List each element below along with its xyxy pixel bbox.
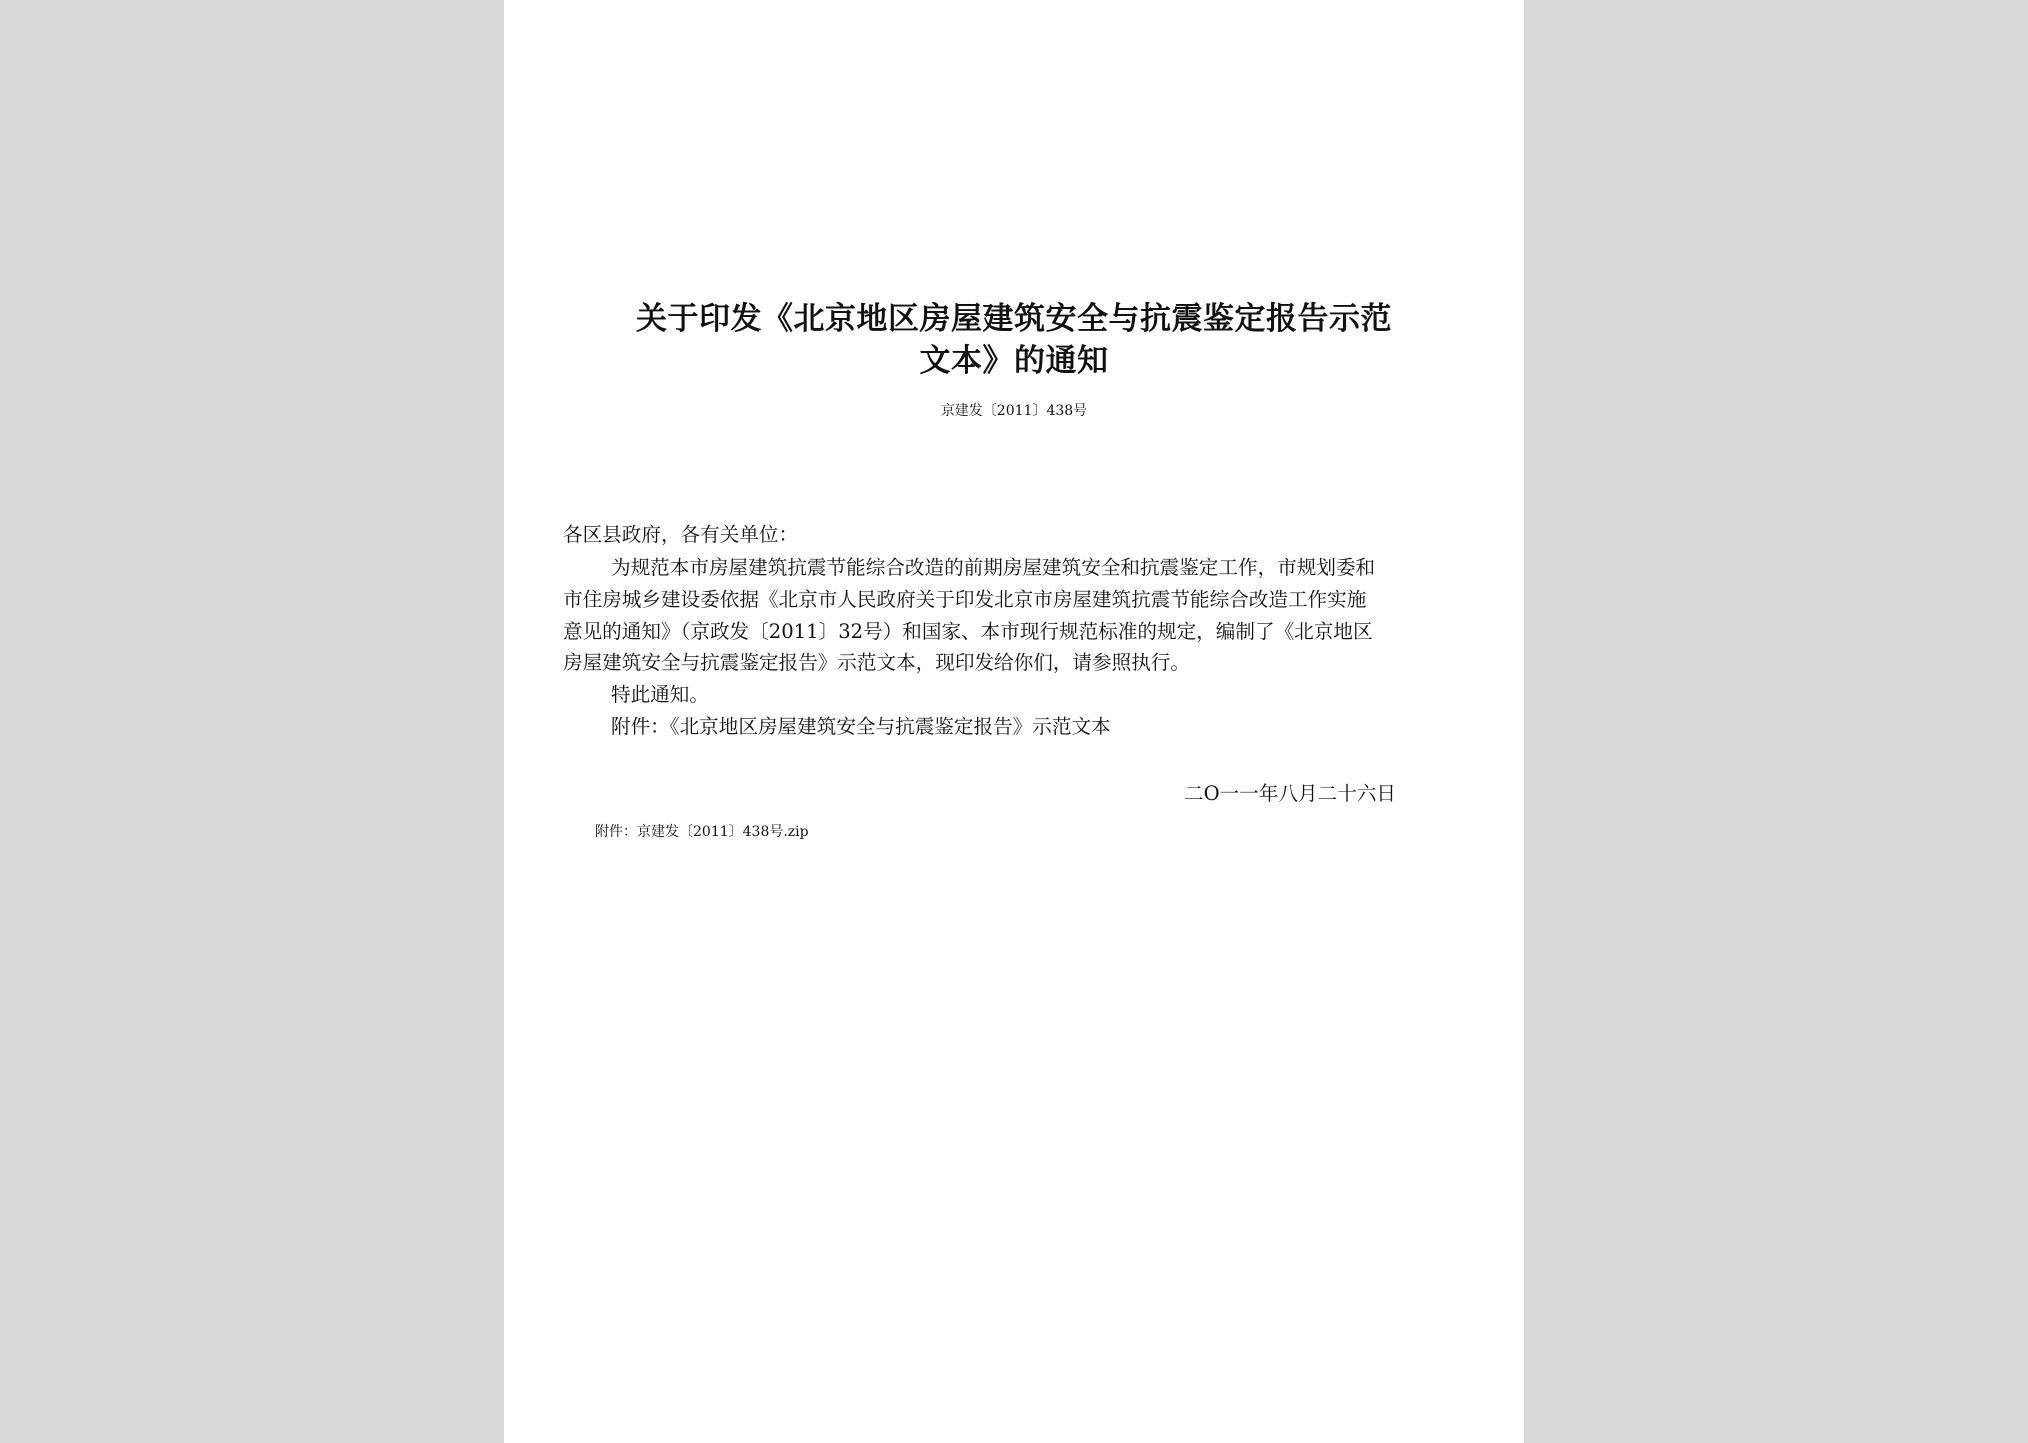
body-line-2: 市住房城乡建设委依据《北京市人民政府关于印发北京市房屋建筑抗震节能综合改造工作实施	[563, 588, 1367, 611]
attachment-row	[595, 821, 809, 841]
body-line-3: 意见的通知》（京政发〔2011〕32号）和国家、本市现行规范标准的规定，编制了《北京地区	[563, 620, 1373, 643]
document-title-line-1: 关于印发《北京地区房屋建筑安全与抗震鉴定报告示范	[636, 301, 1392, 337]
document-number: 京建发〔2011〕438号	[940, 403, 1088, 419]
document-title-line-2: 文本》的通知	[919, 343, 1109, 379]
attachment-label: 附件：	[595, 824, 637, 840]
enclosure-note: 附件：《北京地区房屋建筑安全与抗震鉴定报告》示范文本	[611, 715, 1111, 738]
body-line-4: 房屋建筑安全与抗震鉴定报告》示范文本，现印发给你们，请参照执行。	[563, 651, 1190, 674]
attachment-file-link[interactable]: 京建发〔2011〕438号.zip	[637, 824, 809, 840]
document-page	[504, 0, 1524, 1443]
body-line-1: 为规范本市房屋建筑抗震节能综合改造的前期房屋建筑安全和抗震鉴定工作，市规划委和	[611, 556, 1376, 579]
salutation: 各区县政府，各有关单位：	[563, 523, 799, 546]
issue-date: 二O一一年八月二十六日	[1184, 782, 1397, 805]
closing-text: 特此通知。	[611, 683, 709, 706]
